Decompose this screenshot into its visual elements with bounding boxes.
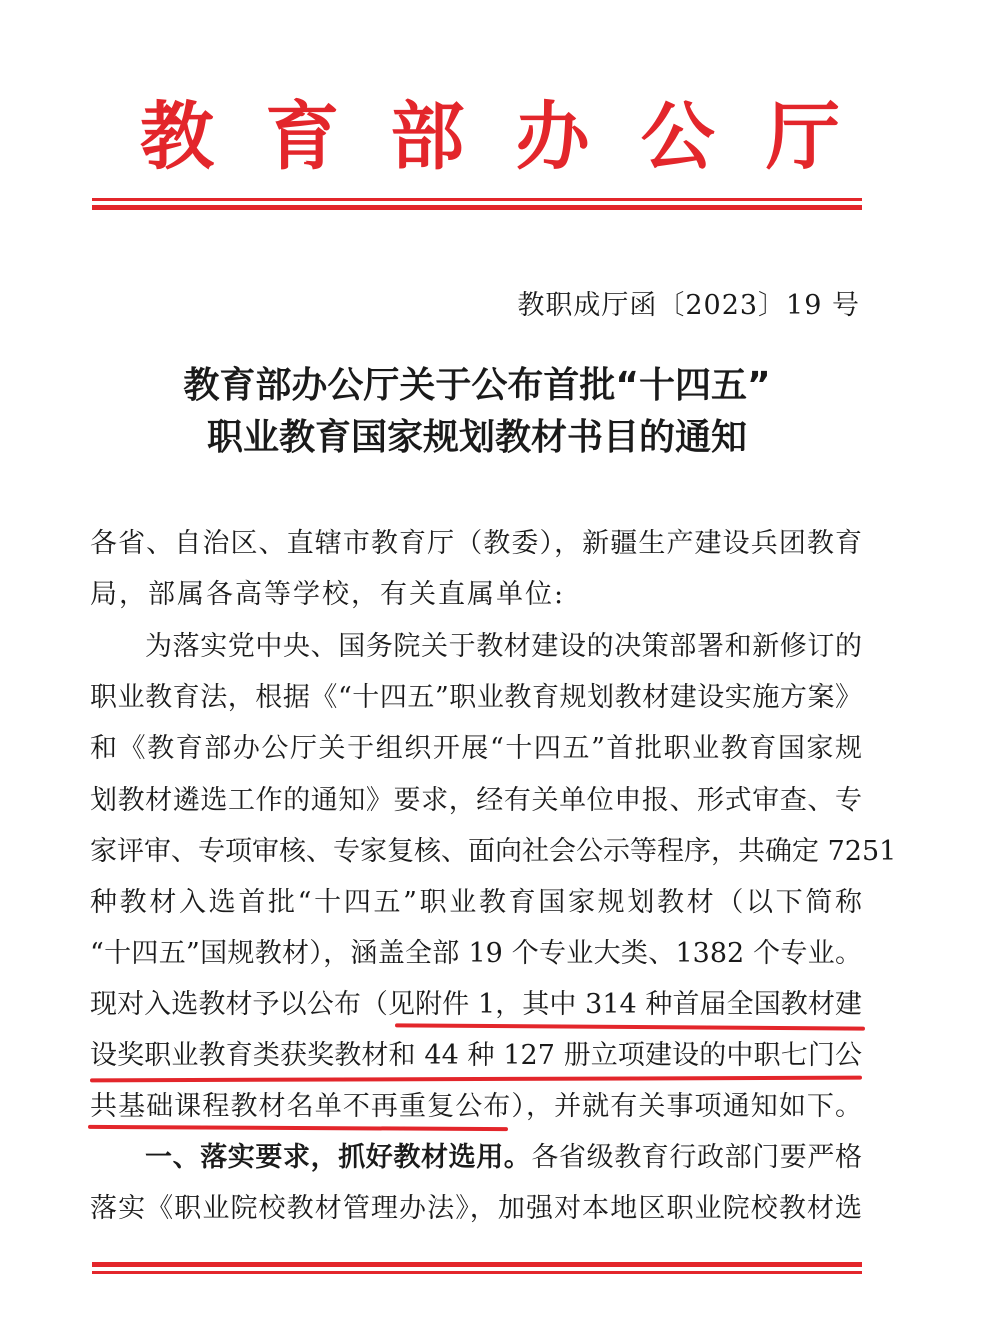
body-line: 家评审、专项审核、专家复核、面向社会公示等程序，共确定 7251 [90,836,897,867]
letterhead-char: 办 [515,94,590,180]
body-line: 落实《职业院校教材管理办法》，加强对本地区职业院校教材选 [90,1193,862,1224]
footer-rule-thin [92,1271,862,1274]
document-number: 教职成厅函〔2023〕19 号 [517,290,860,321]
footer-rule-thick [92,1262,862,1267]
body-line: 划教材遴选工作的通知》要求，经有关单位申报、形式审查、专 [90,785,862,816]
section-1-line [145,1144,862,1171]
letterhead [140,92,840,182]
letterhead-rule-thick [92,205,862,210]
letterhead-char: 教 [140,94,214,180]
highlight-underline [90,1076,862,1083]
letterhead-char: 育 [265,94,340,180]
highlight-underline [395,1023,865,1030]
body-line: 为落实党中央、国务院关于教材建设的决策部署和新修订的 [145,631,862,662]
highlight-underline [88,1125,508,1131]
body-line: 职业教育法，根据《“十四五”职业教育规划教材建设实施方案》 [90,682,862,713]
body-line: 共基础课程教材名单不再重复公布），并就有关事项通知如下。 [90,1091,862,1122]
body-line: 局，部属各高等学校，有关直属单位: [90,579,566,610]
letterhead-char: 部 [390,94,465,180]
body-line: 现对入选教材予以公布（见附件 1，其中 314 种首届全国教材建 [90,989,862,1020]
section-1-text: 各省级教育行政部门要严格 [531,1142,863,1173]
body-line: 和《教育部办公厅关于组织开展“十四五”首批职业教育国家规 [90,733,862,764]
document-title-line-2: 职业教育国家规划教材书目的通知 [206,417,747,458]
letterhead-char: 公 [640,94,715,180]
body-line: 种教材入选首批“十四五”职业教育国家规划教材（以下简称 [90,887,862,918]
letterhead-rule-thin [92,198,862,201]
document-title-line-1: 教育部办公厅关于公布首批“十四五” [183,365,771,406]
letterhead-char: 厅 [765,94,840,180]
body-line: 设奖职业教育类获奖教材和 44 种 127 册立项建设的中职七门公 [90,1040,862,1071]
body-line: 各省、自治区、直辖市教育厅（教委），新疆生产建设兵团教育 [90,528,862,559]
body-line: “十四五”国规教材），涵盖全部 19 个专业大类、1382 个专业。 [90,938,862,969]
section-1-heading: 一、落实要求，抓好教材选用。 [145,1142,532,1173]
